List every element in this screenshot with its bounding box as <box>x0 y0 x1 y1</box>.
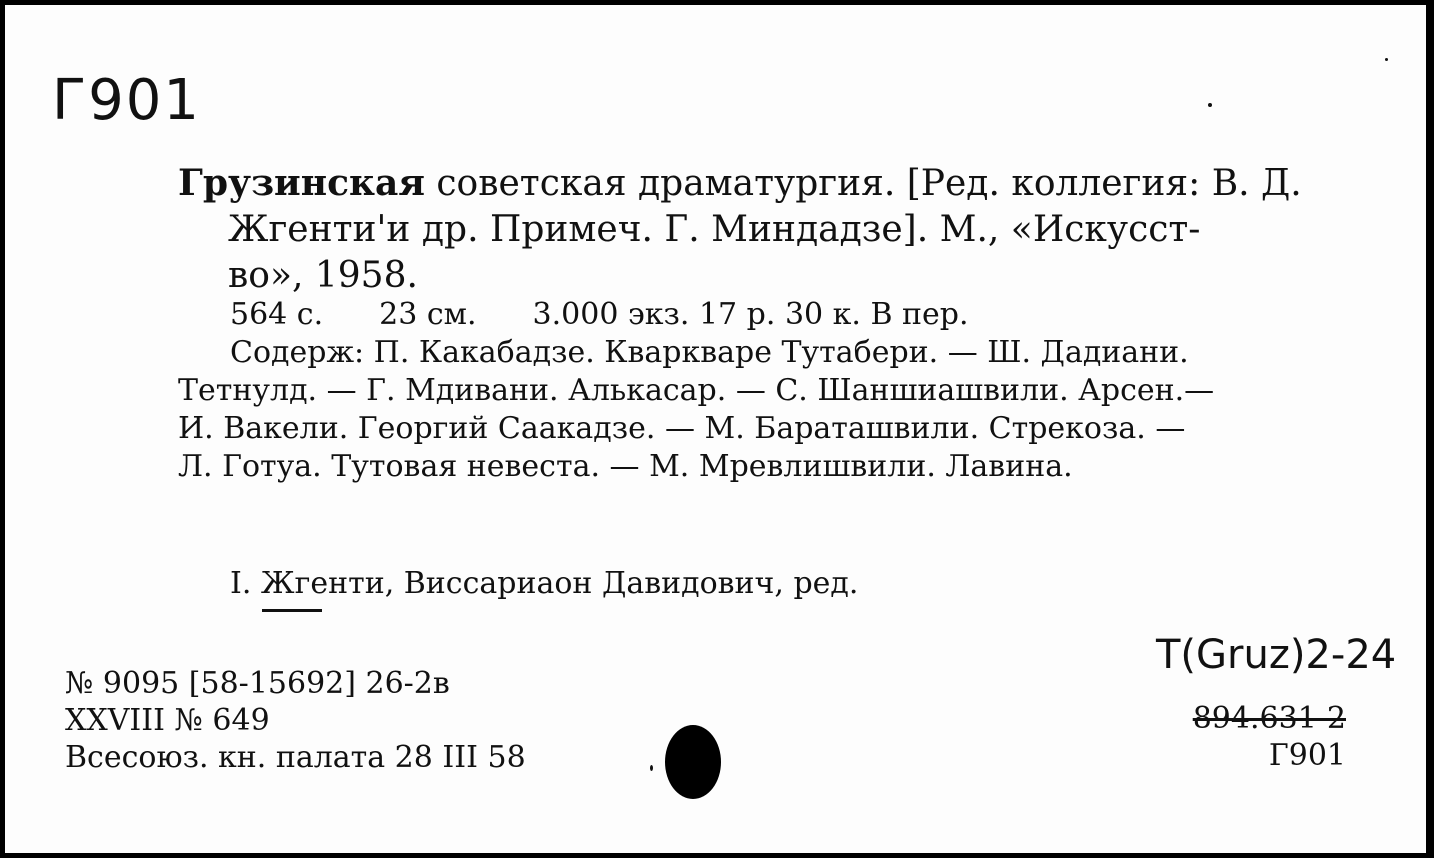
title-line <box>178 160 1348 207</box>
punch-hole <box>665 725 721 799</box>
title-bold: Грузинская <box>178 162 425 204</box>
size: 23 см. <box>379 297 477 332</box>
copies: 3.000 экз. <box>532 297 690 332</box>
physical-description <box>178 296 1348 334</box>
contents-note <box>178 334 1348 486</box>
ink-speck <box>1385 58 1388 61</box>
struck-classification-code: 894.631-2 <box>1192 701 1346 736</box>
bibliographic-description <box>178 160 1348 299</box>
card-edge-left <box>0 0 5 858</box>
registration-info <box>65 665 526 776</box>
publication-year-line: во», 1958. <box>228 255 418 296</box>
price: 17 р. 30 к. В пер. <box>698 297 969 332</box>
ink-speck <box>650 765 653 771</box>
card-edge-bottom <box>0 853 1434 858</box>
handwritten-call-number: Г901 <box>52 68 202 133</box>
registration-line: Всесоюз. кн. палата 28 III 58 <box>65 740 526 775</box>
contents-line: Тетнулд. — Г. Мдивани. Алькасар. — С. Шаншиашвили. Арсен.— <box>178 373 1215 408</box>
contents-line: И. Вакели. Георгий Саакадзе. — М. Бараташвили. Стрекоза. — <box>178 411 1186 446</box>
classification-codes <box>1193 700 1346 774</box>
editors-line: Жгенти'и др. Примеч. Г. Миндадзе]. М., «Искусст- <box>228 209 1201 250</box>
title-rest: советская драматургия. [Ред. коллегия: В. Д. <box>424 163 1302 204</box>
classification-code: Г901 <box>1268 738 1346 773</box>
pencil-underline <box>262 609 322 612</box>
contents-line: Л. Готуа. Тутовая невеста. — М. Мревлишвили. Лавина. <box>178 449 1073 484</box>
registration-line: XXVIII № 649 <box>65 703 270 738</box>
handwritten-classification: T(Gruz)2-24 <box>1156 632 1397 678</box>
contents-line: Содерж: П. Какабадзе. Кваркваре Тутабери. — Ш. Дадиани. <box>230 335 1189 370</box>
card-edge-top <box>0 0 1434 5</box>
page-count: 564 с. <box>230 297 324 332</box>
registration-line: № 9095 [58-15692] 26-2в <box>65 666 450 701</box>
added-entry: I. Жгенти, Виссариаон Давидович, ред. <box>230 566 859 601</box>
card-edge-right <box>1426 0 1434 858</box>
ink-speck <box>1208 103 1212 107</box>
